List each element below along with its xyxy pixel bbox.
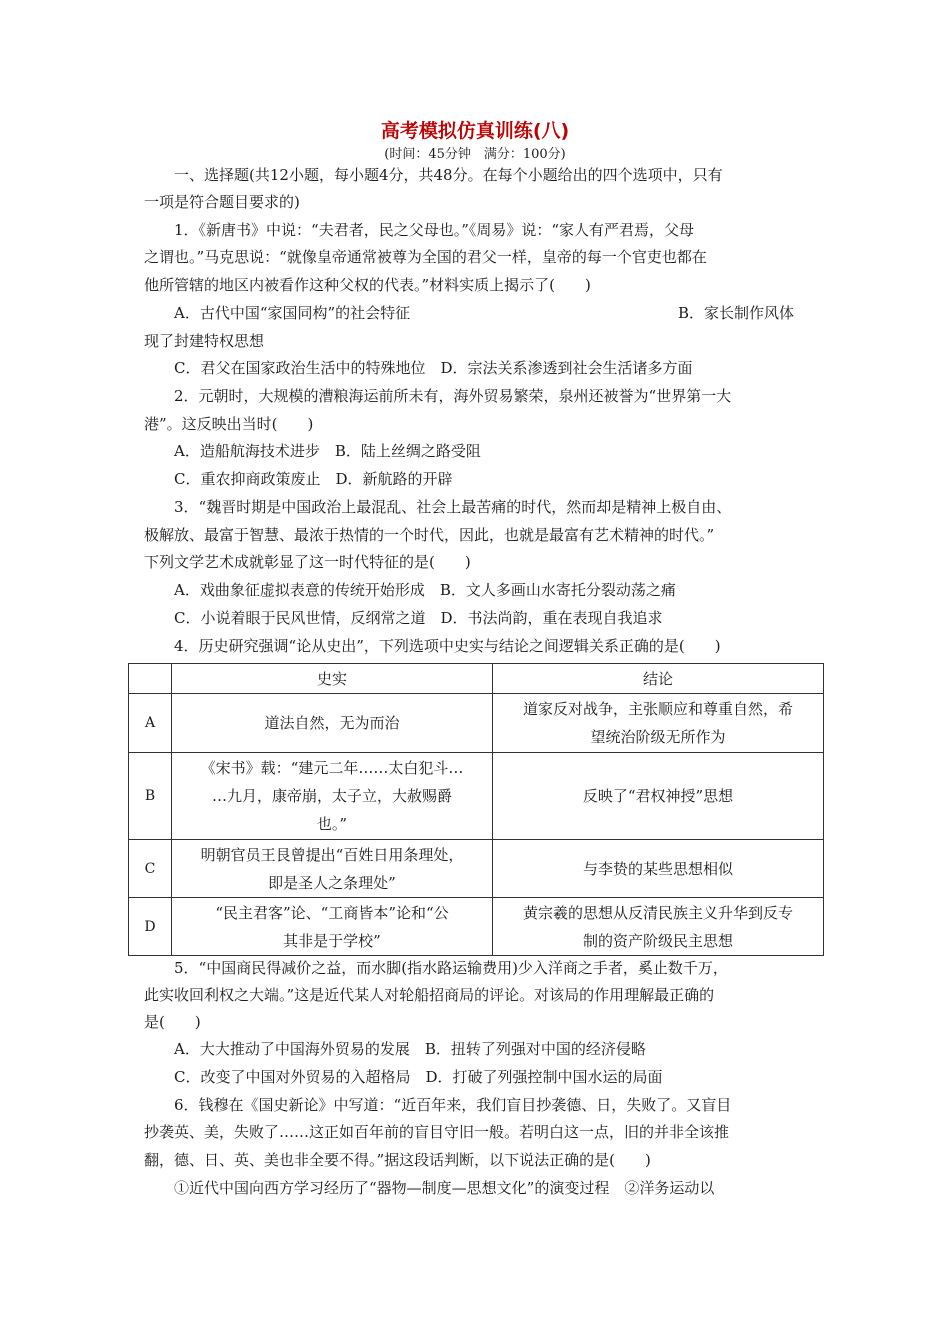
conclusion-text: 道家反对战争，主张顺应和尊重自然，希 xyxy=(522,700,793,718)
conclusion-text: 望统治阶级无所作为 xyxy=(590,728,726,746)
fact-cell xyxy=(172,840,493,898)
q4-table xyxy=(128,663,824,956)
table-row xyxy=(129,898,824,956)
table-header-conclusion: 结论 xyxy=(493,664,824,694)
fact-text: …九月，康帝崩，太子立，大赦赐爵 xyxy=(211,787,452,805)
conclusion-text: 与李贽的某些思想相似 xyxy=(582,859,733,878)
row-label: D xyxy=(129,898,172,956)
conclusion-cell xyxy=(493,898,824,956)
section-intro-line: 一项是符合题目要求的) xyxy=(144,193,300,211)
fact-text: 《宋书》载：“建元二年……太白犯斗… xyxy=(200,759,464,777)
q3-stem-line: 下列文学艺术成就彰显了这一时代特征的是( ) xyxy=(144,553,471,571)
q6-stem-line: 抄袭英、美，失败了……这正如百年前的盲目守旧一般。若明白这一点，旧的并非全该推 xyxy=(144,1123,730,1141)
q5-options-c-d: C．改变了中国对外贸易的入超格局 D．打破了列强控制中国水运的局面 xyxy=(174,1068,663,1086)
q6-stem-line: ①近代中国向西方学习经历了“器物—制度—思想文化”的演变过程 ②洋务运动以 xyxy=(174,1179,715,1197)
table-header-row xyxy=(129,664,824,694)
fact-text: 即是圣人之条理处” xyxy=(268,873,396,892)
table-row xyxy=(129,840,824,898)
q5-stem-line: 此实收回利权之大端。”这是近代某人对轮船招商局的评论。对该局的作用理解最正确的 xyxy=(144,986,715,1004)
row-label: A xyxy=(129,694,172,753)
fact-cell xyxy=(172,694,493,753)
conclusion-text: 制的资产阶级民主思想 xyxy=(582,931,733,950)
conclusion-text: 反映了“君权神授”思想 xyxy=(582,787,734,805)
conclusion-cell xyxy=(493,753,824,840)
fact-text: 也。” xyxy=(316,815,348,833)
q1-option-a: A．古代中国“家国同构”的社会特征 xyxy=(174,304,411,322)
q3-stem-line: 极解放、最富于智慧、最浓于热情的一个时代，因此，也就是最富有艺术精神的时代。” xyxy=(144,526,715,544)
fact-text: “民主君客”论、“工商皆本”论和“公 xyxy=(215,903,449,922)
q5-stem-line: 是( ) xyxy=(144,1013,201,1031)
table-row xyxy=(129,753,824,840)
q3-options-c-d: C．小说着眼于民风世情，反纲常之道 D．书法尚韵，重在表现自我追求 xyxy=(174,609,663,627)
q1-stem-line: 之谓也。”马克思说：“就像皇帝通常被尊为全国的君父一样，皇帝的每一个官吏也都在 xyxy=(144,248,707,266)
fact-text: 其非是于学校” xyxy=(283,931,381,950)
conclusion-cell xyxy=(493,840,824,898)
fact-text: 道法自然，无为而治 xyxy=(264,714,400,732)
q3-options-a-b: A．戏曲象征虚拟表意的传统开始形成 B．文人多画山水寄托分裂动荡之痛 xyxy=(174,581,676,599)
q2-stem-line: 2．元朝时，大规模的漕粮海运前所未有，海外贸易繁荣，泉州还被誉为“世界第一大 xyxy=(174,387,732,405)
q4-stem-line: 4．历史研究强调“论从史出”，下列选项中史实与结论之间逻辑关系正确的是( ) xyxy=(174,637,721,655)
page-title: 高考模拟仿真训练(八) xyxy=(380,120,570,142)
table-row xyxy=(129,694,824,753)
q3-stem-line: 3．“魏晋时期是中国政治上最混乱、社会上最苦痛的时代，然而却是精神上极自由、 xyxy=(174,498,732,516)
conclusion-text: 黄宗羲的思想从反清民族主义升华到反专 xyxy=(522,903,793,922)
q6-stem-line: 翻，德、日、英、美也非全要不得。”据这段话判断，以下说法正确的是( ) xyxy=(144,1151,651,1169)
fact-text: 明朝官员王艮曾提出“百姓日用条理处， xyxy=(200,845,464,864)
q1-option-b-cont: 现了封建特权思想 xyxy=(144,332,265,350)
q6-stem-line: 6．钱穆在《国史新论》中写道：“近百年来，我们盲目抄袭德、日，失败了。又盲目 xyxy=(174,1096,732,1114)
q1-stem-line: 1．《新唐书》中说：“夫君者，民之父母也。”《周易》说：“家人有严君焉，父母 xyxy=(174,221,695,239)
q1-options-c-d: C．君父在国家政治生活中的特殊地位 D．宗法关系渗透到社会生活诸多方面 xyxy=(174,359,693,377)
conclusion-cell xyxy=(493,694,824,753)
row-label: B xyxy=(129,753,172,840)
q1-option-b: B．家长制作风体 xyxy=(678,304,795,322)
q1-stem-line: 他所管辖的地区内被看作这种父权的代表。”材料实质上揭示了( ) xyxy=(144,276,591,294)
fact-cell xyxy=(172,898,493,956)
table-header-fact: 史实 xyxy=(172,664,493,694)
q2-options-c-d: C．重农抑商政策废止 D．新航路的开辟 xyxy=(174,470,453,488)
exam-time-score: (时间：45分钟 满分：100分) xyxy=(384,147,566,162)
q5-stem-line: 5．“中国商民得减价之益，而水脚(指水路运输费用)少入洋商之手者，奚止数千万， xyxy=(174,959,728,977)
section-intro-line: 一、选择题(共12小题，每小题4分，共48分。在每个小题给出的四个选项中，只有 xyxy=(174,166,723,184)
table-header-blank xyxy=(129,664,172,694)
q5-options-a-b: A．大大推动了中国海外贸易的发展 B．扭转了列强对中国的经济侵略 xyxy=(174,1040,646,1058)
q2-options-a-b: A．造船航海技术进步 B．陆上丝绸之路受阻 xyxy=(174,442,481,460)
q2-stem-line: 港”。这反映出当时( ) xyxy=(144,415,314,433)
row-label: C xyxy=(129,840,172,898)
fact-cell xyxy=(172,753,493,840)
